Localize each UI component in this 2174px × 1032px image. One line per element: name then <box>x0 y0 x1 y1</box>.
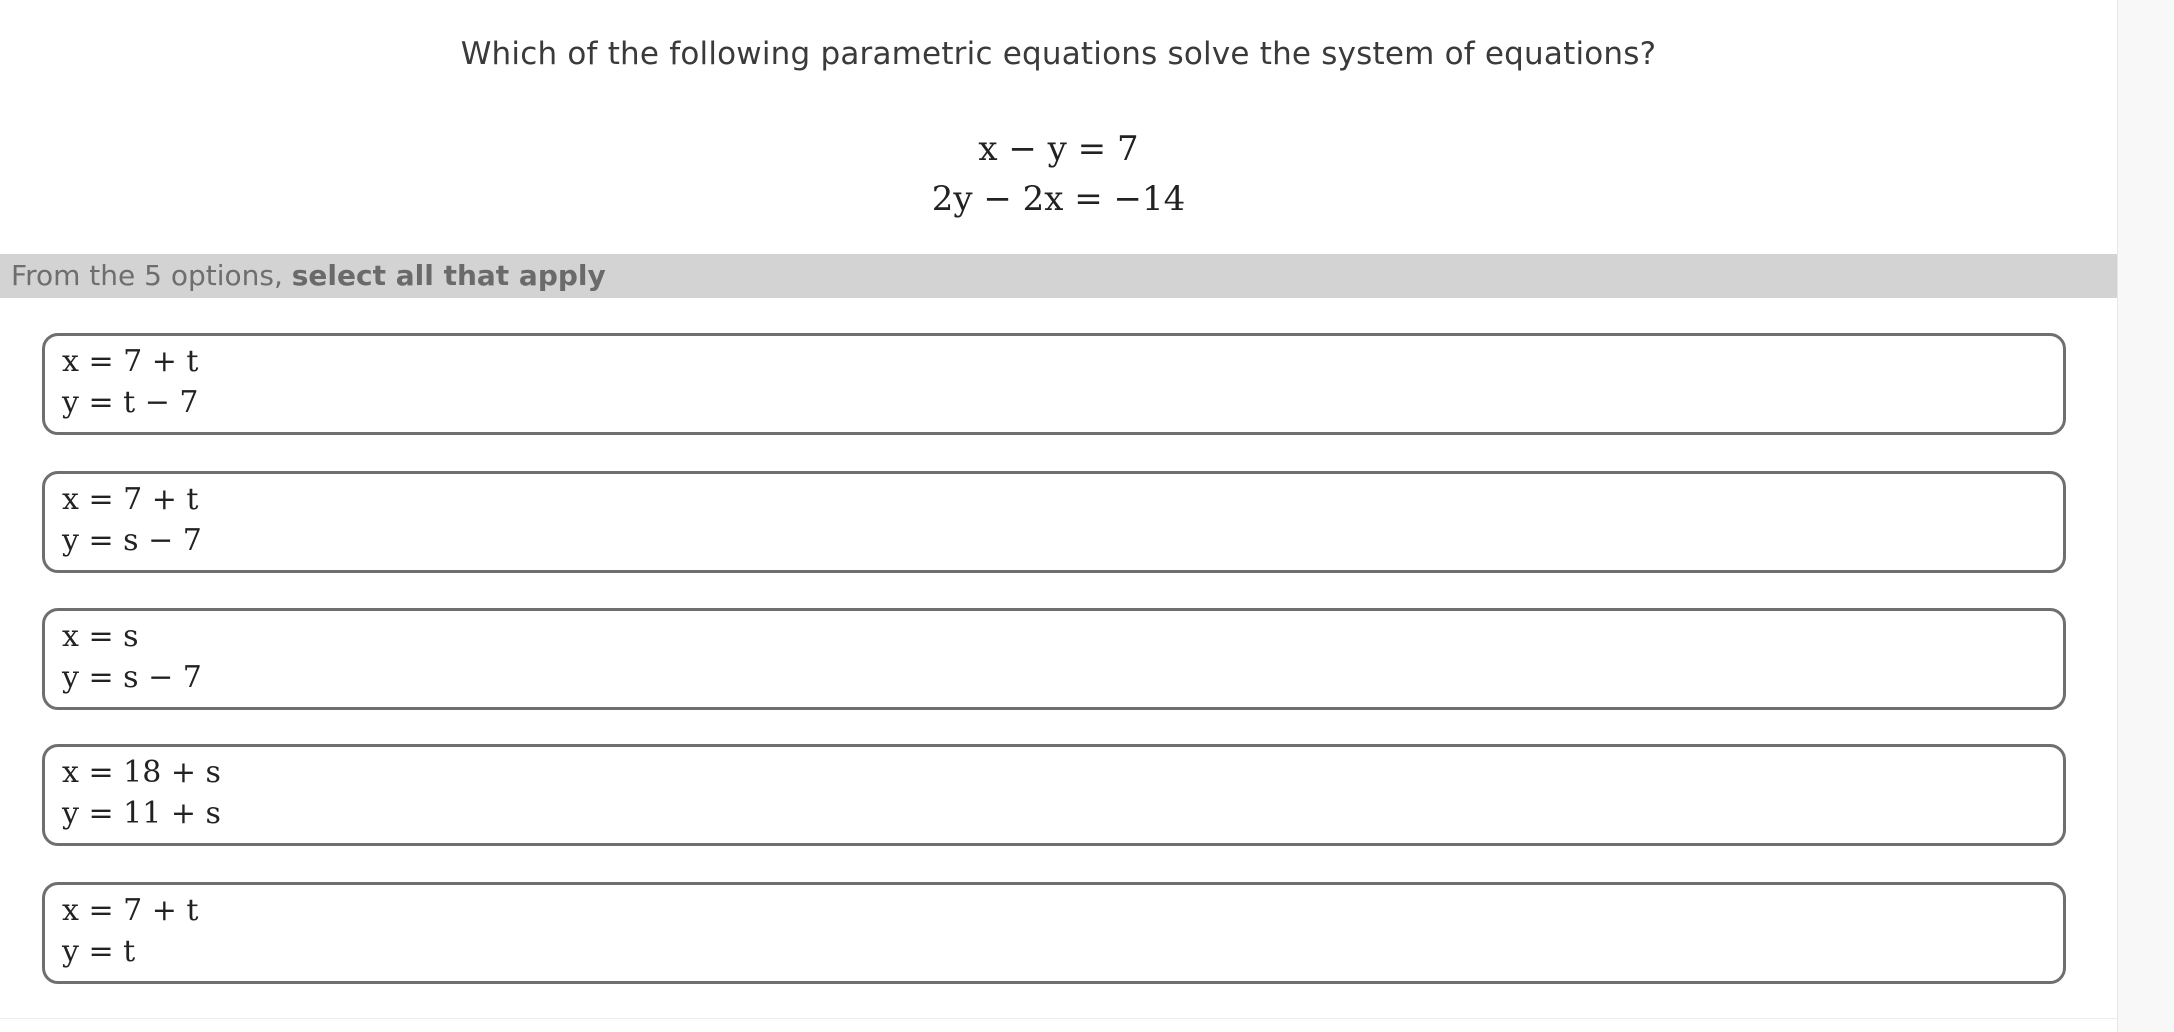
option-1-y-equation: y = t − 7 <box>62 385 199 420</box>
scrollbar-gutter[interactable] <box>2117 0 2174 1032</box>
option-5-x-equation: x = 7 + t <box>62 893 199 928</box>
instruction-emphasis: select all that apply <box>291 259 606 292</box>
answer-option-5[interactable] <box>42 882 2066 984</box>
system-of-equations <box>0 124 2117 224</box>
option-3-x-equation: x = s <box>62 619 139 654</box>
answer-option-4[interactable] <box>42 744 2066 846</box>
option-2-y-equation: y = s − 7 <box>62 523 202 558</box>
option-4-x-equation: x = 18 + s <box>62 755 221 790</box>
option-2-x-equation: x = 7 + t <box>62 482 199 517</box>
instruction-bar <box>0 254 2117 298</box>
option-4-y-equation: y = 11 + s <box>62 796 221 831</box>
option-3-y-equation: y = s − 7 <box>62 660 202 695</box>
bottom-divider <box>0 1018 2117 1019</box>
answer-option-2[interactable] <box>42 471 2066 573</box>
option-5-y-equation: y = t <box>62 934 136 969</box>
system-equation-2: 2y − 2x = −14 <box>931 179 1186 219</box>
instruction-prefix: From the 5 options, <box>11 259 292 292</box>
answer-option-3[interactable] <box>42 608 2066 710</box>
option-1-x-equation: x = 7 + t <box>62 344 199 379</box>
answer-option-1[interactable] <box>42 333 2066 435</box>
question-text: Which of the following parametric equations solve the system of equations? <box>460 36 1657 72</box>
system-equation-1: x − y = 7 <box>978 129 1139 169</box>
